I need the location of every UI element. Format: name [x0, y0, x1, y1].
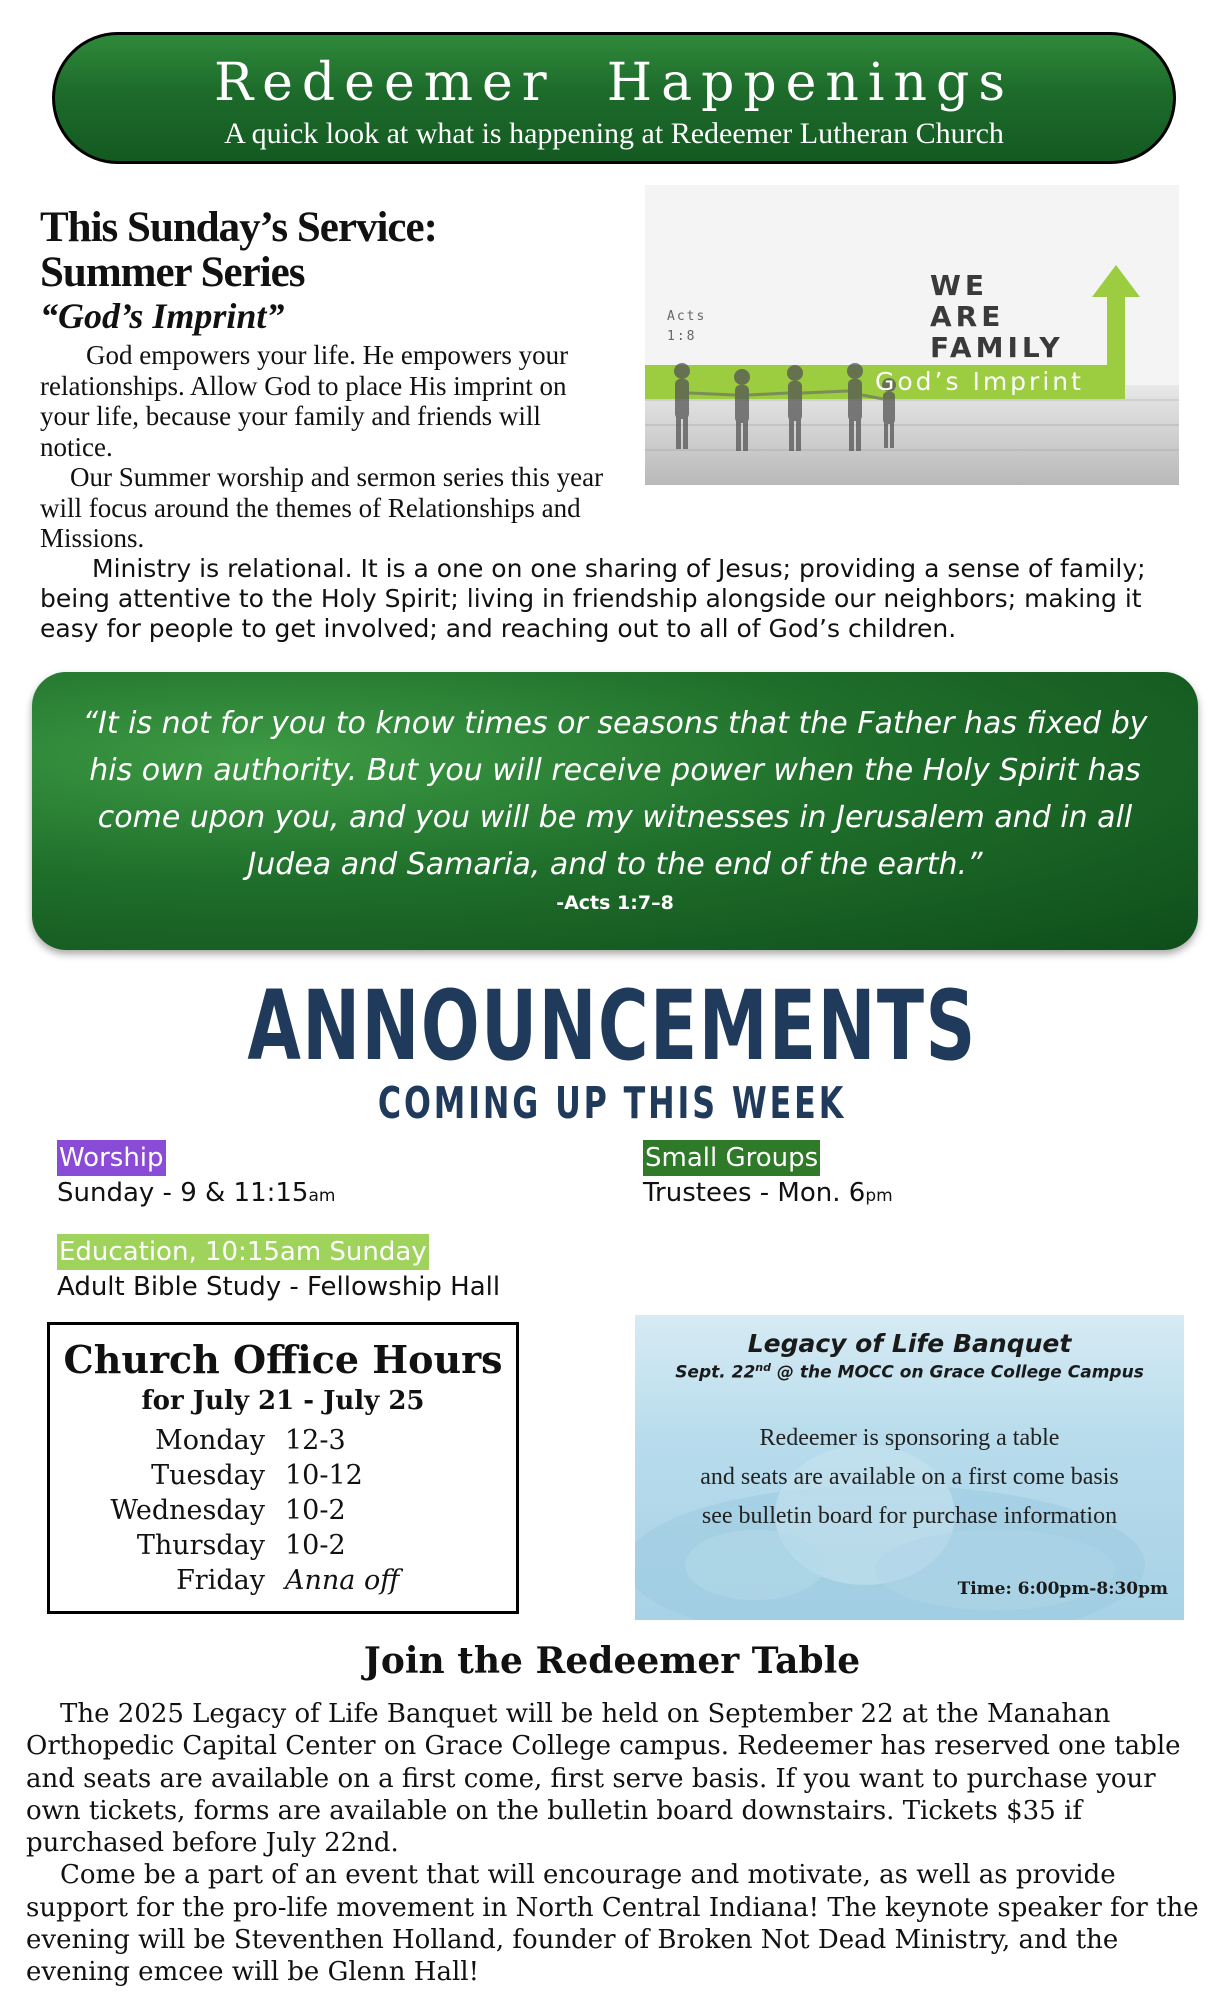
scripture-quote-box [32, 672, 1198, 950]
worship-announcement [57, 1140, 335, 1213]
small-groups-time: Trustees - Mon. 6 [643, 1178, 866, 1208]
hours-row [50, 1528, 516, 1563]
banquet-date-day: Sept. 22 [675, 1362, 756, 1383]
announcements-title: ANNOUNCEMENTS [247, 970, 977, 1082]
education-tag: Education, 10:15am Sunday [57, 1234, 429, 1270]
join-title: Join the Redeemer Table [363, 1640, 861, 1682]
worship-detail [57, 1176, 335, 1213]
small-groups-time-suffix: pm [865, 1186, 893, 1206]
hours-day: Tuesday [151, 1460, 265, 1491]
service-paragraph-3: Ministry is relational. It is a one on one sharing of Jesus; providing a sense of family; being attentive to the Holy Spirit; living in friendship alongside our neighbors; making it easy for people to get involved; and reaching out to all of God’s children. [40, 554, 1146, 643]
hours-row [50, 1563, 516, 1598]
small-groups-tag: Small Groups [643, 1140, 820, 1176]
office-hours-range: for July 21 - July 25 [141, 1386, 425, 1416]
ministry-description [40, 554, 1190, 644]
office-hours-list [50, 1423, 516, 1598]
banquet-line-1: Redeemer is sponsoring a table [759, 1425, 1060, 1451]
verse-ref-line1: Acts [667, 309, 707, 324]
gods-imprint-banner: God’s Imprint [875, 367, 1084, 396]
office-hours-box [47, 1322, 519, 1614]
banquet-title: Legacy of Life Banquet [747, 1329, 1072, 1358]
service-heading-line2: Summer Series [40, 249, 305, 296]
office-hours-title: Church Office Hours [63, 1337, 503, 1382]
hours-row [50, 1458, 516, 1493]
scripture-quote: “It is not for you to know times or seasons that the Father has fixed by his own authority. But you will receive power when the Holy Spirit has come upon you, and you will be my witnesses in Jerusalem and in all Judea and Samaria, and to the end of the earth.” [82, 706, 1148, 882]
service-paragraph-1: God empowers your life. He empowers your relationships. Allow God to place His imprint on your life, because your family and friends will notice. [40, 340, 569, 462]
series-tagline: “God’s Imprint” [40, 296, 285, 336]
banquet-description [635, 1419, 1184, 1536]
word-we: WE [930, 269, 989, 302]
hours-time: Anna off [285, 1565, 400, 1596]
banquet-date-ordinal: nd [755, 1361, 772, 1374]
service-paragraph-2: Our Summer worship and sermon series this year will focus around the themes of Relationships and Missions. [40, 462, 604, 553]
banquet-line-2: and seats are available on a first come basis [700, 1464, 1119, 1490]
service-heading-line1: This Sunday’s Service: [40, 204, 437, 251]
education-announcement [57, 1234, 500, 1304]
newsletter-title: Redeemer Happenings [213, 53, 1015, 113]
worship-tag: Worship [57, 1140, 166, 1176]
join-description [26, 1698, 1206, 1989]
service-heading [40, 205, 437, 295]
banquet-line-3: see bulletin board for purchase information [701, 1503, 1118, 1529]
hours-time: 10-2 [285, 1530, 346, 1561]
banquet-date [635, 1361, 1184, 1383]
verse-ref-line2: 1:8 [667, 329, 697, 344]
announcements-subtitle: COMING UP THIS WEEK [377, 1078, 847, 1129]
worship-time: Sunday - 9 & 11:15 [57, 1178, 309, 1208]
hours-row [50, 1493, 516, 1528]
scripture-reference: -Acts 1:7–8 [556, 892, 674, 914]
small-groups-detail [643, 1176, 893, 1213]
hours-time: 10-2 [285, 1495, 346, 1526]
hours-row [50, 1423, 516, 1458]
newsletter-subtitle: A quick look at what is happening at Redeemer Lutheran Church [224, 117, 1004, 150]
hours-day: Wednesday [110, 1495, 265, 1526]
banquet-time: Time: 6:00pm-8:30pm [957, 1579, 1168, 1599]
join-paragraph-1: The 2025 Legacy of Life Banquet will be held on September 22 at the Manahan Orthopedic Capital Center on Grace College campus. Redeemer has reserved one table and seats are available on a first come, first serve basis. If you want to purchase your own tickets, forms are available on the bulletin board downstairs. Tickets $35 if purchased before July 22nd. [26, 1699, 1181, 1859]
education-detail: Adult Bible Study - Fellowship Hall [57, 1272, 501, 1302]
word-family: FAMILY [930, 331, 1064, 364]
header-banner [52, 32, 1176, 164]
worship-time-suffix: am [308, 1186, 336, 1206]
banquet-card [635, 1315, 1184, 1620]
word-are: ARE [930, 300, 1005, 333]
family-illustration [645, 185, 1179, 485]
join-paragraph-2: Come be a part of an event that will encourage and motivate, as well as provide support for the pro-life movement in North Central Indiana! The keynote speaker for the evening will be Steventhen Holland, founder of Broken Not Dead Ministry, and the evening emcee will be Glenn Hall! [26, 1860, 1199, 1988]
banquet-date-location: @ the MOCC on Grace College Campus [771, 1362, 1144, 1383]
small-groups-announcement [643, 1140, 893, 1213]
hours-day: Thursday [136, 1530, 265, 1561]
hours-day: Monday [155, 1425, 265, 1456]
hours-time: 12-3 [285, 1425, 346, 1456]
hours-day: Friday [176, 1565, 265, 1596]
service-description [40, 340, 620, 554]
series-graphic [645, 185, 1179, 485]
hours-time: 10-12 [285, 1460, 363, 1491]
